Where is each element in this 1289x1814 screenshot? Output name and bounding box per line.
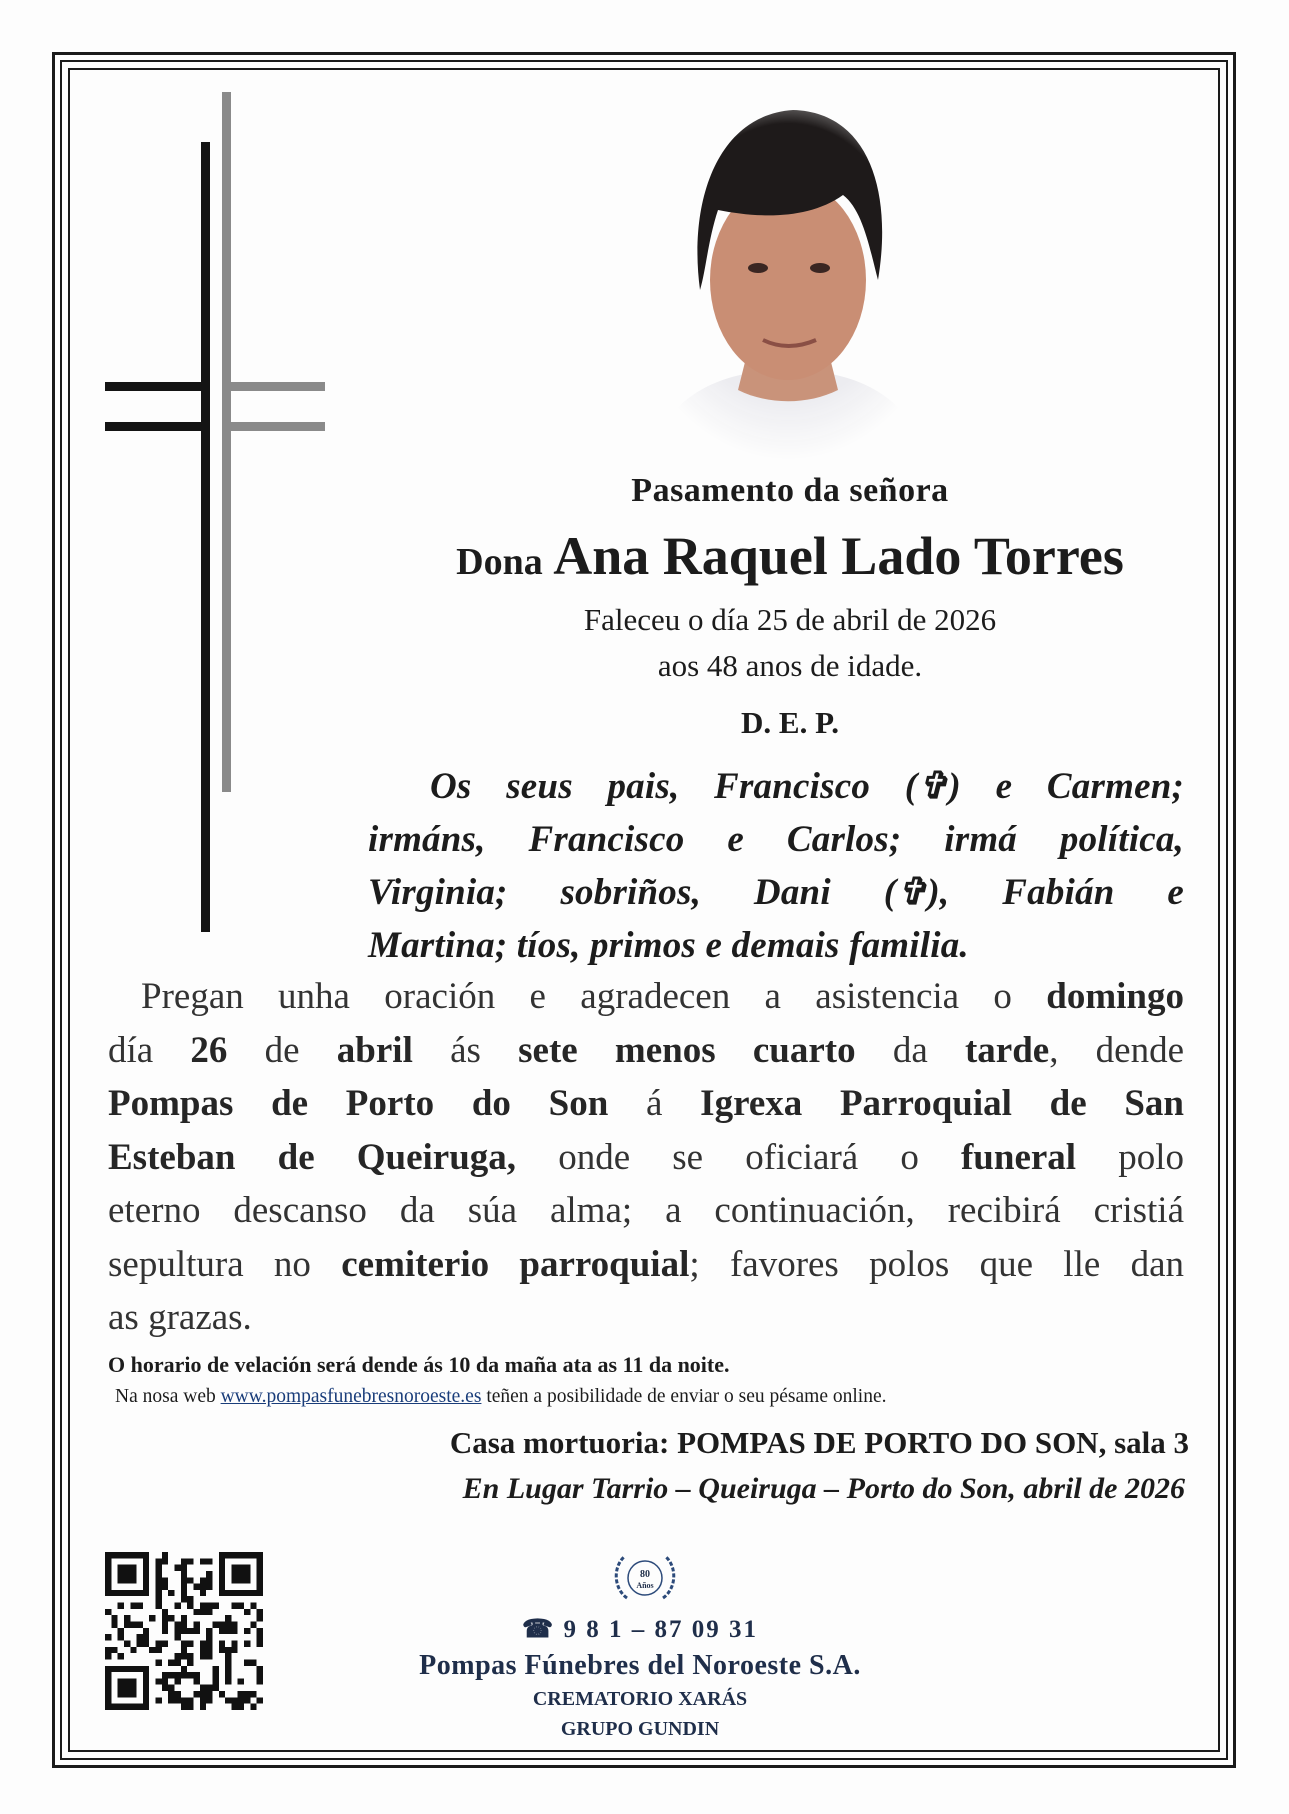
service-paragraph	[108, 970, 1184, 1345]
age-line: aos 48 anos de idade.	[657, 648, 923, 683]
bold-span: abril	[336, 1029, 413, 1071]
service-line	[108, 1077, 1184, 1131]
anniversary-badge	[605, 1548, 685, 1610]
grupo-name: GRUPO GUNDIN	[560, 1718, 720, 1740]
text-span: sepultura no	[108, 1243, 311, 1285]
text-span: , dende	[1049, 1029, 1185, 1071]
bold-span: Esteban de Queiruga,	[108, 1136, 517, 1178]
family-line: Martina; tíos, primos e demais familia.	[368, 925, 969, 966]
portrait-photo	[638, 100, 938, 460]
crematorio-name: CREMATORIO XARÁS	[532, 1688, 748, 1710]
place-date: En Lugar Tarrio – Queiruga – Porto do Son, abril de 2026	[462, 1472, 1185, 1505]
deceased-name	[370, 525, 1210, 587]
service-line	[108, 1024, 1184, 1078]
company-name: Pompas Fúnebres del Noroeste S.A.	[419, 1650, 861, 1681]
text-span: de	[264, 1029, 300, 1071]
intro-line: Pasamento da señora	[631, 472, 949, 509]
phone-icon: ☎	[522, 1616, 556, 1643]
service-line	[108, 1131, 1184, 1185]
service-line	[108, 970, 1184, 1024]
website-link[interactable]: www.pompasfunebresnoroeste.es	[220, 1386, 482, 1407]
service-line: as grazas.	[108, 1297, 252, 1338]
mortuary-line: Casa mortuoria: POMPAS DE PORTO DO SON, sala 3	[449, 1425, 1189, 1460]
service-line	[108, 1238, 1184, 1292]
family-line: irmáns, Francisco e Carlos; irmá política,	[368, 819, 1184, 860]
family-line: Os seus pais, Francisco (✞) e Carmen;	[430, 766, 1184, 807]
dep-line: D. E. P.	[741, 705, 839, 740]
family-paragraph	[368, 760, 1184, 972]
text-span: ; favores polos que lle dan	[689, 1243, 1185, 1285]
phone-line	[360, 1614, 920, 1644]
qr-code[interactable]	[105, 1552, 263, 1710]
text-span: ás	[450, 1029, 481, 1071]
text-span: polo	[1118, 1136, 1184, 1178]
phone-number[interactable]: 9 8 1 – 87 09 31	[563, 1616, 758, 1643]
death-date: Faleceu o día 25 de abril de 2026	[583, 602, 997, 637]
web-post: teñen a posibilidade de enviar o seu pésame online.	[486, 1386, 887, 1407]
bold-span: Igrexa Parroquial de San	[700, 1083, 1185, 1124]
family-line: Virginia; sobriños, Dani (✞), Fabián e	[368, 872, 1184, 913]
bold-span: funeral	[960, 1136, 1077, 1178]
bold-span: Pompas de Porto do Son	[108, 1083, 609, 1124]
badge-label: Años	[636, 1581, 654, 1590]
service-line: eterno descanso da súa alma; a continuación, recibirá cristiá	[108, 1190, 1184, 1231]
text-span: onde se oficiará o	[558, 1136, 919, 1178]
web-note	[115, 1386, 886, 1408]
text-span: día	[108, 1029, 154, 1071]
bold-span: domingo	[1046, 976, 1185, 1017]
text-span: Pregan unha oración e agradecen a asistencia o	[141, 976, 1012, 1017]
badge-number: 80	[640, 1569, 650, 1580]
cross-icon	[105, 92, 325, 932]
web-pre: Na nosa web	[115, 1386, 216, 1407]
bold-span: cemiterio parroquial	[341, 1243, 690, 1285]
velation-hours: O horario de velación será dende ás 10 da maña ata as 11 da noite.	[108, 1352, 730, 1377]
bold-span: sete menos cuarto	[518, 1029, 856, 1071]
bold-span: 26	[190, 1029, 228, 1071]
title-prefix: Dona	[456, 541, 543, 583]
full-name: Ana Raquel Lado Torres	[553, 526, 1124, 586]
bold-span: tarde	[964, 1029, 1050, 1071]
text-span: á	[646, 1083, 663, 1124]
text-span: da	[892, 1029, 928, 1071]
